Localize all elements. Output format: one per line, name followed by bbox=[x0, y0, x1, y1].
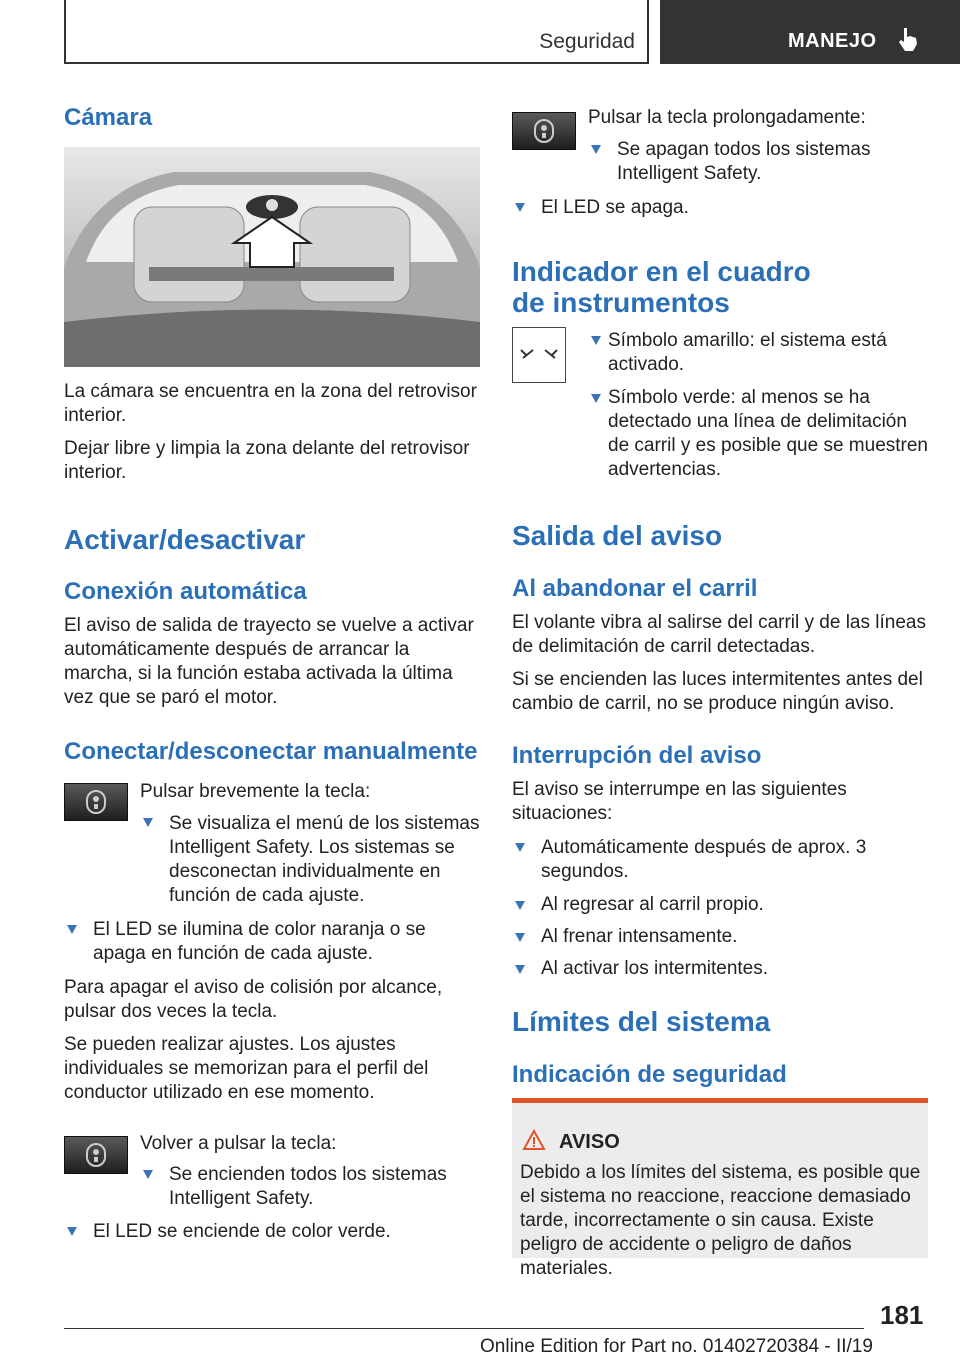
edition-text: Online Edition for Part no. 01402720384 - II/19 bbox=[480, 1336, 873, 1357]
leave-text-1: El volante vibra al salirse del carril y de las líneas de delimitación de carril detectadas. bbox=[512, 612, 926, 657]
bullet-led-orange: El LED se ilumina de color naranja o se apaga en función de cada ajuste. bbox=[93, 919, 426, 964]
heading-safety: Indicación de seguridad bbox=[512, 1061, 787, 1088]
bullet-brake: Al frenar intensamente. bbox=[541, 926, 738, 947]
bullet-menu: Se visualiza el menú de los sistemas Intelligent Safety. Los sistemas se desconectan individualmente en función de cada ajuste. bbox=[169, 813, 480, 906]
camera-title: Cámara bbox=[64, 104, 153, 131]
heading-indicator-line2: de instrumentos bbox=[512, 287, 730, 318]
heading-indicator bbox=[512, 256, 811, 318]
lane-symbol-box bbox=[512, 327, 566, 383]
bullet-yellow-symbol: Símbolo amarillo: el sistema está activado. bbox=[608, 330, 887, 375]
collision-text: Para apagar el aviso de colisión por alcance, pulsar dos veces la tecla. bbox=[64, 977, 443, 1022]
bullet-icon bbox=[515, 901, 525, 910]
leave-text-2: Si se encienden las luces intermitentes antes del cambio de carril, no se produce ningún aviso. bbox=[512, 669, 923, 714]
heading-activate: Activar/desactivar bbox=[64, 524, 306, 555]
warning-text: Debido a los límites del sistema, es posible que el sistema no reaccione, reaccione demasiado tarde, incorrectamente o sin causa. Existe peligro de accidente o peligro de daños materiales. bbox=[520, 1162, 921, 1279]
heading-limits: Límites del sistema bbox=[512, 1006, 771, 1037]
camera-photo bbox=[64, 147, 480, 367]
bullet-icon bbox=[143, 818, 153, 827]
bullet-icon bbox=[67, 925, 77, 934]
press-again-text: Volver a pulsar la tecla: bbox=[140, 1133, 337, 1154]
lane-departure-icon bbox=[513, 328, 565, 382]
interrupt-text: El aviso se interrumpe en las siguientes situaciones: bbox=[512, 779, 847, 824]
heading-output: Salida del aviso bbox=[512, 520, 723, 551]
heading-leave: Al abandonar el carril bbox=[512, 575, 758, 602]
bullet-led-green: El LED se enciende de color verde. bbox=[93, 1221, 391, 1242]
hand-pointer-icon bbox=[896, 26, 920, 52]
header-chapter-box bbox=[660, 0, 960, 64]
bullet-icon bbox=[515, 203, 525, 212]
press-long-text: Pulsar la tecla prolongadamente: bbox=[588, 107, 866, 128]
bullet-indicators: Al activar los intermitentes. bbox=[541, 958, 769, 979]
intelligent-safety-key-1 bbox=[64, 783, 128, 821]
warning-title: AVISO bbox=[559, 1131, 620, 1153]
page-number: 181 bbox=[880, 1300, 924, 1330]
bullet-icon bbox=[591, 145, 601, 154]
bullet-icon bbox=[515, 933, 525, 942]
intelligent-safety-key-3 bbox=[512, 112, 576, 150]
footer-divider bbox=[64, 1328, 864, 1329]
bullet-return-lane: Al regresar al carril propio. bbox=[541, 894, 764, 915]
heading-manual: Conectar/desconectar manualmente bbox=[64, 738, 478, 765]
warning-box bbox=[512, 1098, 928, 1279]
camera-location-text: La cámara se encuentra en la zona del retrovisor interior. bbox=[64, 381, 477, 426]
bullet-icon bbox=[515, 965, 525, 974]
heading-auto: Conexión automática bbox=[64, 578, 307, 605]
bullet-systems-on: Se encienden todos los sistemas Intelligent Safety. bbox=[169, 1164, 447, 1209]
bullet-led-off: El LED se apaga. bbox=[541, 197, 689, 218]
safety-button-icon bbox=[84, 789, 108, 815]
auto-text: El aviso de salida de trayecto se vuelve a activar automáticamente después de arrancar la marcha, si la función estaba activada la última vez que se paró el motor. bbox=[64, 615, 474, 708]
header-chapter: MANEJO bbox=[788, 30, 877, 52]
warning-triangle-icon bbox=[522, 1129, 546, 1151]
bullet-icon bbox=[143, 1170, 153, 1179]
header-section: Seguridad bbox=[539, 30, 635, 53]
settings-text: Se pueden realizar ajustes. Los ajustes individuales se memorizan para el perfil del conductor utilizado en ese momento. bbox=[64, 1034, 429, 1103]
press-short-text: Pulsar brevemente la tecla: bbox=[140, 781, 371, 802]
safety-button-icon bbox=[84, 1142, 108, 1168]
bullet-green-symbol: Símbolo verde: al menos se ha detectado una línea de delimitación de carril y es posible que se muestren advertencias. bbox=[608, 387, 928, 480]
safety-button-icon bbox=[532, 118, 556, 144]
header-section-box bbox=[64, 0, 649, 64]
bullet-icon bbox=[591, 394, 601, 403]
bullet-icon bbox=[591, 336, 601, 345]
car-interior-illustration bbox=[64, 147, 480, 367]
bullet-auto-timeout: Automáticamente después de aprox. 3 segundos. bbox=[541, 837, 867, 882]
bullet-icon bbox=[515, 843, 525, 852]
heading-interrupt: Interrupción del aviso bbox=[512, 742, 762, 769]
camera-clean-text: Dejar libre y limpia la zona delante del retrovisor interior. bbox=[64, 438, 470, 483]
bullet-systems-off: Se apagan todos los sistemas Intelligent Safety. bbox=[617, 139, 871, 184]
heading-indicator-line1: Indicador en el cuadro bbox=[512, 256, 811, 287]
intelligent-safety-key-2 bbox=[64, 1136, 128, 1174]
bullet-icon bbox=[67, 1227, 77, 1236]
